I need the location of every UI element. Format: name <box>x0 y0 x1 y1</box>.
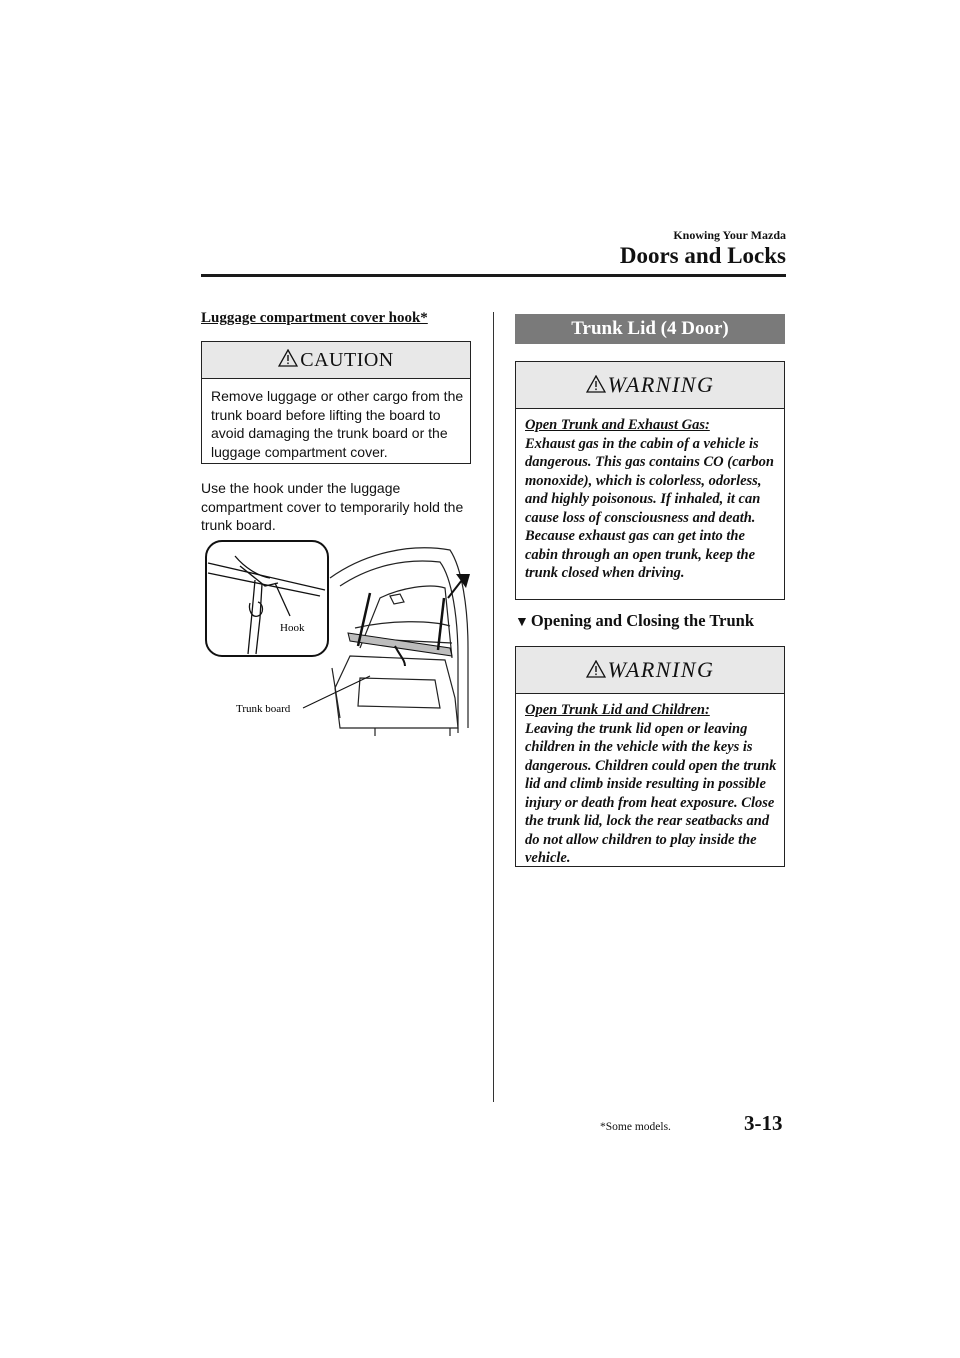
section-label: Knowing Your Mazda <box>673 228 786 242</box>
hook-paragraph: Use the hook under the luggage compartment cover to temporarily hold the trunk board. <box>201 480 464 533</box>
caution-title: CAUTION <box>300 349 394 371</box>
caution-body: Remove luggage or other cargo from the trunk board before lifting the board to avoid damaging the trunk board or the luggage compartment cover. <box>211 388 464 460</box>
warning-body: Leaving the trunk lid open or leaving children in the vehicle with the keys is dangerous. Children could open the trunk lid and climb inside resulting in possible injury or death from heat exposure. Close the trunk lid, lock the rear seatbacks and do not allow children to play inside the vehicle. <box>525 720 777 866</box>
subheading-open-close-text: Opening and Closing the Trunk <box>530 611 754 630</box>
warning-triangle-icon <box>586 375 606 393</box>
warning-heading: Open Trunk Lid and Children: <box>525 702 710 718</box>
figure-label-trunk-board: Trunk board <box>236 703 291 715</box>
subheading-open-close <box>515 611 754 631</box>
warning-triangle-icon <box>586 660 606 678</box>
subheading-cover-hook: Luggage compartment cover hook* <box>201 310 428 326</box>
header-rule <box>201 274 786 277</box>
warning-box-exhaust <box>515 361 785 600</box>
triangle-down-icon: ▼ <box>515 615 529 630</box>
warning-heading: Open Trunk and Exhaust Gas: <box>525 417 710 433</box>
section-banner: Trunk Lid (4 Door) <box>515 314 785 344</box>
trunk-hook-illustration <box>200 538 475 738</box>
warning-title: WARNING <box>607 657 715 682</box>
page-number: 3-13 <box>744 1111 783 1135</box>
section-title: Doors and Locks <box>619 243 786 268</box>
figure-label-hook: Hook <box>280 622 305 634</box>
warning-header <box>516 362 784 409</box>
warning-box-children <box>515 646 785 867</box>
warning-body: Exhaust gas in the cabin of a vehicle is dangerous. This gas contains CO (carbon monoxide), which is colorless, odorless, and highly poisonous. If inhaled, it can cause loss of consciousness and death. Because exhaust gas can get into the cabin through an open trunk, keep the trunk closed when driving. <box>525 435 774 581</box>
warning-triangle-icon <box>278 349 298 367</box>
column-divider <box>493 312 494 1102</box>
caution-box <box>201 341 471 464</box>
warning-header <box>516 647 784 694</box>
footnote: *Some models. <box>600 1121 671 1133</box>
caution-header <box>202 342 470 379</box>
warning-title: WARNING <box>607 372 715 397</box>
